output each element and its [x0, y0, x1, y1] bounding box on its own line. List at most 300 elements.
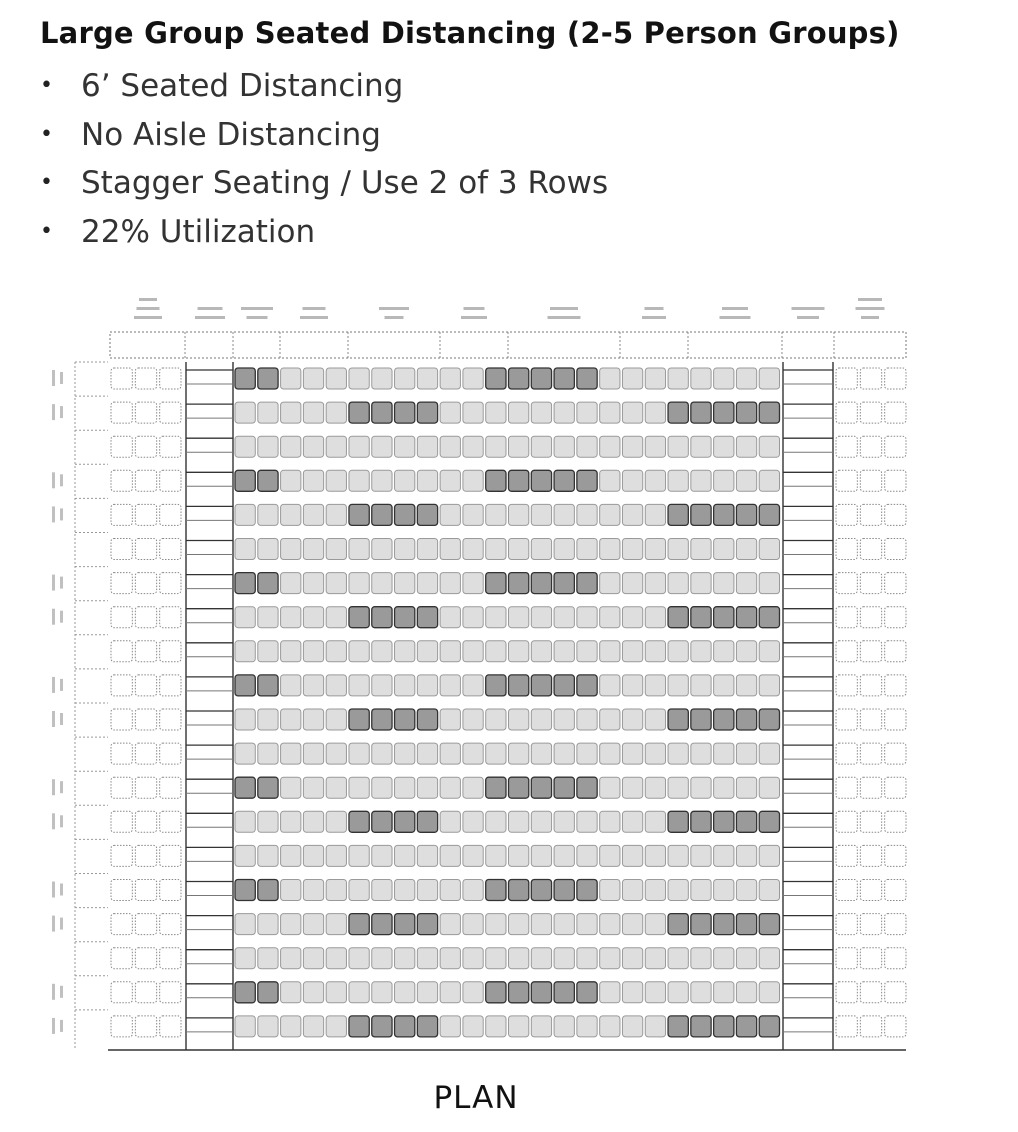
- seat-unused: [235, 607, 255, 628]
- side-seat: [135, 573, 156, 594]
- seat-unused: [645, 948, 665, 969]
- seat-unused: [440, 948, 460, 969]
- side-seat: [860, 402, 881, 423]
- seat-unused: [622, 402, 642, 423]
- plan-label: PLAN: [433, 1080, 519, 1116]
- seat-unused: [577, 641, 597, 662]
- seat-unused: [509, 504, 529, 525]
- seat-unused: [417, 641, 437, 662]
- seat-occupied: [554, 675, 574, 696]
- bullet-item: • 22% Utilization: [40, 208, 608, 257]
- seat-occupied: [554, 573, 574, 594]
- seat-occupied: [395, 504, 415, 525]
- seat-unused: [531, 709, 551, 730]
- seat-occupied: [486, 982, 506, 1003]
- side-seat: [135, 368, 156, 389]
- seat-occupied: [417, 1016, 437, 1037]
- side-seat: [111, 709, 132, 730]
- seat-occupied: [349, 1016, 369, 1037]
- seat-unused: [531, 436, 551, 457]
- seat-occupied: [714, 811, 734, 832]
- seat-unused: [417, 880, 437, 901]
- seat-unused: [281, 504, 301, 525]
- seat-unused: [281, 539, 301, 560]
- side-seat: [860, 675, 881, 696]
- side-seat: [135, 982, 156, 1003]
- seat-unused: [622, 811, 642, 832]
- seat-occupied: [372, 1016, 392, 1037]
- seat-unused: [395, 675, 415, 696]
- side-seat: [860, 368, 881, 389]
- seat-unused: [668, 880, 688, 901]
- seat-unused: [531, 402, 551, 423]
- seat-unused: [326, 607, 346, 628]
- seat-unused: [759, 777, 779, 798]
- seat-unused: [235, 504, 255, 525]
- row-label-mark: [52, 916, 55, 932]
- seat-unused: [577, 436, 597, 457]
- side-seat: [111, 470, 132, 491]
- seat-unused: [372, 982, 392, 1003]
- side-seat: [160, 675, 181, 696]
- seat-unused: [668, 777, 688, 798]
- seat-unused: [600, 436, 620, 457]
- seat-unused: [281, 573, 301, 594]
- seat-occupied: [349, 811, 369, 832]
- seat-unused: [645, 777, 665, 798]
- seat-unused: [372, 539, 392, 560]
- seat-unused: [349, 641, 369, 662]
- seat-occupied: [736, 504, 756, 525]
- seat-unused: [463, 743, 483, 764]
- seat-unused: [395, 436, 415, 457]
- seat-unused: [463, 368, 483, 389]
- seat-unused: [417, 982, 437, 1003]
- header-label-mark: [858, 298, 882, 301]
- side-seat: [860, 436, 881, 457]
- seat-unused: [759, 845, 779, 866]
- seat-unused: [349, 539, 369, 560]
- header-label-mark: [247, 316, 268, 319]
- side-seat: [885, 402, 906, 423]
- seat-unused: [281, 880, 301, 901]
- seat-unused: [600, 982, 620, 1003]
- seat-unused: [531, 607, 551, 628]
- seat-unused: [303, 539, 323, 560]
- seat-unused: [440, 470, 460, 491]
- seat-occupied: [509, 675, 529, 696]
- seat-unused: [645, 743, 665, 764]
- seat-occupied: [258, 880, 278, 901]
- seat-unused: [440, 641, 460, 662]
- seat-unused: [281, 1016, 301, 1037]
- seat-unused: [486, 845, 506, 866]
- seat-unused: [509, 914, 529, 935]
- seat-unused: [258, 709, 278, 730]
- seat-occupied: [509, 573, 529, 594]
- seat-occupied: [372, 914, 392, 935]
- side-seat: [160, 539, 181, 560]
- side-seat: [111, 675, 132, 696]
- row-label-mark: [60, 986, 63, 998]
- seat-unused: [326, 982, 346, 1003]
- seat-unused: [622, 743, 642, 764]
- seat-unused: [714, 368, 734, 389]
- header-label-mark: [241, 307, 273, 310]
- seat-unused: [463, 504, 483, 525]
- seat-occupied: [668, 402, 688, 423]
- side-seat: [836, 641, 857, 662]
- seat-unused: [440, 1016, 460, 1037]
- seat-occupied: [235, 777, 255, 798]
- side-seat: [836, 675, 857, 696]
- seat-unused: [645, 811, 665, 832]
- side-seat: [885, 470, 906, 491]
- side-seat: [160, 504, 181, 525]
- seat-unused: [531, 948, 551, 969]
- seat-unused: [326, 777, 346, 798]
- seat-unused: [303, 777, 323, 798]
- seat-unused: [577, 914, 597, 935]
- side-seat: [160, 470, 181, 491]
- seat-unused: [417, 948, 437, 969]
- seat-unused: [759, 982, 779, 1003]
- side-seat: [885, 675, 906, 696]
- side-seat: [885, 982, 906, 1003]
- seat-occupied: [395, 1016, 415, 1037]
- side-seat: [160, 368, 181, 389]
- seat-unused: [668, 573, 688, 594]
- side-seat: [860, 504, 881, 525]
- seat-unused: [554, 914, 574, 935]
- seat-unused: [714, 675, 734, 696]
- seat-unused: [577, 811, 597, 832]
- seat-occupied: [531, 982, 551, 1003]
- seat-occupied: [417, 914, 437, 935]
- seat-occupied: [372, 504, 392, 525]
- seat-unused: [736, 470, 756, 491]
- seat-unused: [258, 845, 278, 866]
- side-seat: [135, 504, 156, 525]
- seat-unused: [509, 641, 529, 662]
- bullet-item: • No Aisle Distancing: [40, 111, 608, 160]
- seat-unused: [281, 470, 301, 491]
- side-seat: [111, 607, 132, 628]
- seat-unused: [281, 811, 301, 832]
- side-seat: [111, 1016, 132, 1037]
- seat-unused: [372, 470, 392, 491]
- seat-unused: [372, 845, 392, 866]
- seat-unused: [281, 709, 301, 730]
- seat-unused: [440, 402, 460, 423]
- seat-unused: [281, 914, 301, 935]
- side-seat: [885, 607, 906, 628]
- seat-unused: [668, 743, 688, 764]
- seat-unused: [303, 573, 323, 594]
- seat-unused: [417, 777, 437, 798]
- seat-unused: [622, 880, 642, 901]
- seat-occupied: [509, 880, 529, 901]
- side-seat: [885, 948, 906, 969]
- row-label-mark: [60, 1020, 63, 1032]
- side-seat: [135, 470, 156, 491]
- seat-occupied: [577, 880, 597, 901]
- seat-unused: [509, 402, 529, 423]
- side-seat: [860, 811, 881, 832]
- seat-unused: [645, 436, 665, 457]
- row-label-mark: [60, 713, 63, 725]
- row-label-mark: [60, 884, 63, 896]
- seat-unused: [759, 573, 779, 594]
- seat-unused: [372, 573, 392, 594]
- side-seat: [860, 777, 881, 798]
- seat-occupied: [577, 777, 597, 798]
- side-seat: [135, 880, 156, 901]
- seat-unused: [486, 914, 506, 935]
- seat-occupied: [531, 573, 551, 594]
- seat-unused: [531, 811, 551, 832]
- seat-unused: [326, 539, 346, 560]
- side-seat: [111, 368, 132, 389]
- seat-unused: [691, 539, 711, 560]
- side-seat: [885, 539, 906, 560]
- seat-unused: [372, 880, 392, 901]
- seat-unused: [554, 845, 574, 866]
- seat-occupied: [714, 504, 734, 525]
- seat-unused: [303, 402, 323, 423]
- row-label-mark: [52, 711, 55, 727]
- seat-occupied: [691, 504, 711, 525]
- header-label-mark: [645, 307, 664, 310]
- seat-unused: [509, 1016, 529, 1037]
- side-seat: [885, 368, 906, 389]
- seat-occupied: [577, 573, 597, 594]
- side-seat: [160, 845, 181, 866]
- row-label-mark: [60, 918, 63, 930]
- side-seat: [860, 573, 881, 594]
- seat-occupied: [258, 777, 278, 798]
- seat-unused: [326, 470, 346, 491]
- seat-occupied: [349, 504, 369, 525]
- side-seat: [160, 982, 181, 1003]
- seat-unused: [645, 845, 665, 866]
- seat-unused: [463, 982, 483, 1003]
- seat-unused: [463, 948, 483, 969]
- seat-unused: [577, 607, 597, 628]
- seat-occupied: [759, 607, 779, 628]
- seat-unused: [326, 914, 346, 935]
- seat-unused: [554, 539, 574, 560]
- side-seat: [885, 641, 906, 662]
- header-label-mark: [861, 316, 879, 319]
- seat-unused: [645, 914, 665, 935]
- seat-unused: [600, 470, 620, 491]
- seat-unused: [736, 845, 756, 866]
- side-seat: [160, 436, 181, 457]
- side-seat: [836, 948, 857, 969]
- seat-unused: [509, 607, 529, 628]
- seat-unused: [554, 504, 574, 525]
- seat-unused: [281, 641, 301, 662]
- seat-unused: [349, 743, 369, 764]
- seat-unused: [372, 675, 392, 696]
- seat-occupied: [736, 709, 756, 730]
- side-seat: [135, 675, 156, 696]
- side-seat: [836, 607, 857, 628]
- row-label-mark: [52, 370, 55, 386]
- seat-occupied: [736, 1016, 756, 1037]
- seat-unused: [440, 436, 460, 457]
- seat-unused: [349, 880, 369, 901]
- side-seat: [836, 470, 857, 491]
- seat-unused: [600, 368, 620, 389]
- side-seat: [860, 743, 881, 764]
- seat-unused: [258, 641, 278, 662]
- seat-unused: [235, 845, 255, 866]
- side-seat: [135, 845, 156, 866]
- header-label-mark: [137, 307, 160, 310]
- seat-unused: [668, 539, 688, 560]
- seat-unused: [622, 504, 642, 525]
- side-seat: [836, 436, 857, 457]
- seat-unused: [440, 777, 460, 798]
- side-seat: [160, 948, 181, 969]
- seat-unused: [235, 539, 255, 560]
- seat-unused: [326, 368, 346, 389]
- seat-unused: [395, 539, 415, 560]
- side-seat: [860, 470, 881, 491]
- seat-occupied: [258, 675, 278, 696]
- seat-unused: [463, 914, 483, 935]
- header-label-mark: [464, 307, 485, 310]
- row-label-mark: [60, 508, 63, 520]
- seat-occupied: [759, 709, 779, 730]
- side-seat: [836, 982, 857, 1003]
- seat-unused: [463, 436, 483, 457]
- seat-unused: [714, 436, 734, 457]
- seat-unused: [258, 607, 278, 628]
- seat-unused: [600, 573, 620, 594]
- seat-unused: [372, 368, 392, 389]
- seat-unused: [258, 811, 278, 832]
- side-seat: [135, 777, 156, 798]
- side-seat: [860, 845, 881, 866]
- side-seat: [885, 777, 906, 798]
- seat-occupied: [531, 368, 551, 389]
- seat-unused: [622, 641, 642, 662]
- row-label-mark: [60, 372, 63, 384]
- seat-unused: [349, 675, 369, 696]
- side-seat: [860, 607, 881, 628]
- seat-unused: [554, 811, 574, 832]
- seat-unused: [463, 1016, 483, 1037]
- seat-unused: [326, 573, 346, 594]
- seat-unused: [714, 948, 734, 969]
- side-seat: [836, 845, 857, 866]
- seat-unused: [531, 743, 551, 764]
- side-seat: [111, 982, 132, 1003]
- seat-occupied: [395, 709, 415, 730]
- seat-unused: [395, 948, 415, 969]
- seat-occupied: [668, 607, 688, 628]
- seat-unused: [509, 811, 529, 832]
- seat-unused: [622, 709, 642, 730]
- header-label-mark: [797, 316, 819, 319]
- side-seat: [885, 743, 906, 764]
- seat-occupied: [577, 675, 597, 696]
- seat-unused: [554, 948, 574, 969]
- side-seat: [836, 504, 857, 525]
- seat-unused: [600, 641, 620, 662]
- seat-occupied: [691, 709, 711, 730]
- seat-unused: [349, 436, 369, 457]
- side-seat: [135, 709, 156, 730]
- seat-unused: [440, 504, 460, 525]
- seat-unused: [440, 539, 460, 560]
- seat-occupied: [372, 709, 392, 730]
- side-seat: [111, 573, 132, 594]
- seat-unused: [714, 539, 734, 560]
- header-label-mark: [461, 316, 487, 319]
- seat-occupied: [531, 675, 551, 696]
- seat-unused: [645, 368, 665, 389]
- seat-unused: [531, 914, 551, 935]
- seat-unused: [509, 948, 529, 969]
- side-seat: [160, 880, 181, 901]
- row-label-mark: [60, 679, 63, 691]
- seat-unused: [463, 777, 483, 798]
- seat-unused: [691, 982, 711, 1003]
- seat-unused: [645, 573, 665, 594]
- side-seat: [836, 539, 857, 560]
- seat-unused: [577, 709, 597, 730]
- seat-unused: [326, 504, 346, 525]
- seat-unused: [349, 948, 369, 969]
- seat-unused: [440, 811, 460, 832]
- seat-unused: [736, 539, 756, 560]
- seat-occupied: [349, 914, 369, 935]
- seat-unused: [645, 641, 665, 662]
- seat-unused: [714, 573, 734, 594]
- row-label-mark: [52, 575, 55, 591]
- header-label-mark: [139, 298, 157, 301]
- seat-unused: [645, 709, 665, 730]
- seat-unused: [600, 402, 620, 423]
- side-seat: [836, 880, 857, 901]
- seat-unused: [235, 402, 255, 423]
- seat-occupied: [395, 914, 415, 935]
- seat-unused: [691, 368, 711, 389]
- seat-unused: [486, 948, 506, 969]
- side-seat: [111, 402, 132, 423]
- seat-unused: [372, 948, 392, 969]
- seat-occupied: [736, 811, 756, 832]
- seat-occupied: [714, 914, 734, 935]
- side-seat: [160, 914, 181, 935]
- seat-unused: [531, 1016, 551, 1037]
- seat-occupied: [668, 811, 688, 832]
- seat-unused: [303, 709, 323, 730]
- seat-unused: [736, 641, 756, 662]
- header-label-mark: [548, 316, 581, 319]
- seat-occupied: [759, 504, 779, 525]
- seat-occupied: [554, 777, 574, 798]
- seat-occupied: [509, 777, 529, 798]
- side-seat: [160, 743, 181, 764]
- seat-occupied: [531, 777, 551, 798]
- seat-unused: [349, 368, 369, 389]
- seat-unused: [645, 880, 665, 901]
